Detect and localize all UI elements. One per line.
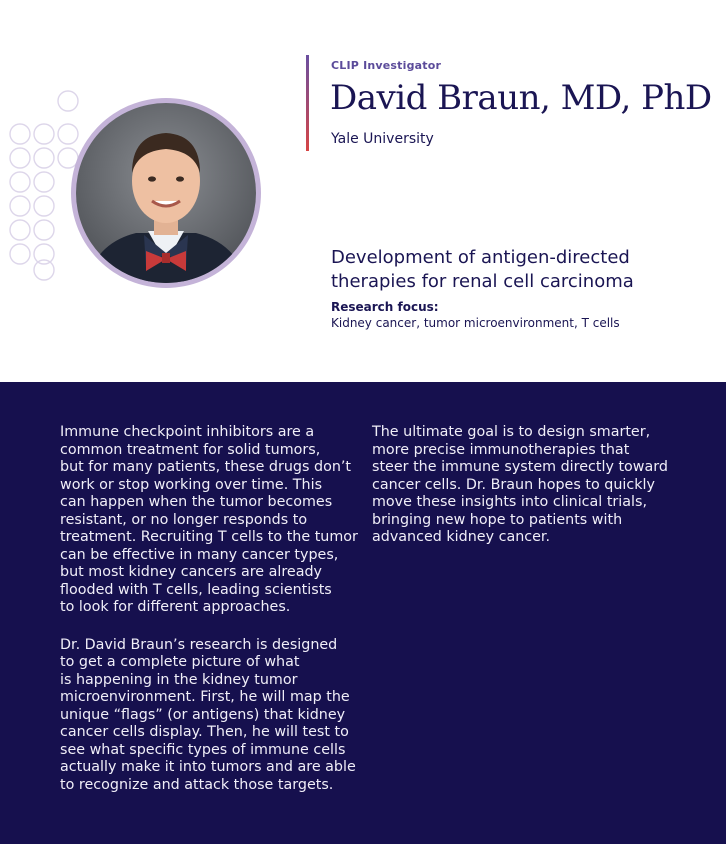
text-line: see what specific types of immune cells xyxy=(60,741,346,758)
project-title-line: Development of antigen-directed xyxy=(331,247,630,268)
text-line: steer the immune system directly toward xyxy=(372,459,668,475)
institution: Yale University xyxy=(331,131,434,147)
text-line: Dr. David Braun’s research is designed xyxy=(60,636,338,653)
investigator-role: CLIP Investigator xyxy=(331,59,442,72)
description-section xyxy=(0,382,726,844)
paragraph xyxy=(60,424,360,617)
research-focus-text: Kidney cancer, tumor microenvironment, T cells xyxy=(331,316,620,330)
text-line: but most kidney cancers are already xyxy=(60,564,323,580)
left-column xyxy=(60,424,360,814)
investigator-name: David Braun, MD, PhD xyxy=(330,78,712,118)
text-line: to get a complete picture of what xyxy=(60,654,300,670)
project-title-line: therapies for renal cell carcinoma xyxy=(331,271,634,292)
text-line: work or stop working over time. This xyxy=(60,476,323,493)
text-line: cancer cells. Dr. Braun hopes to quickly xyxy=(372,476,655,493)
text-line: flooded with T cells, leading scientists xyxy=(60,581,332,598)
research-focus-label: Research focus: xyxy=(331,300,439,314)
text-line: to look for different approaches. xyxy=(60,599,291,615)
paragraph xyxy=(372,424,672,547)
accent-bar xyxy=(306,55,309,151)
right-column xyxy=(372,424,672,567)
text-line: common treatment for solid tumors, xyxy=(60,441,321,458)
portrait-frame xyxy=(71,98,261,288)
text-line: can be effective in many cancer types, xyxy=(60,546,339,563)
text-line: to recognize and attack those targets. xyxy=(60,776,334,793)
text-line: The ultimate goal is to design smarter, xyxy=(372,424,651,440)
text-line: treatment. Recruiting T cells to the tumor xyxy=(60,529,358,545)
text-line: more precise immunotherapies that xyxy=(372,441,630,458)
text-line: actually make it into tumors and are able xyxy=(60,759,356,775)
text-line: bringing new hope to patients with xyxy=(372,511,623,528)
text-line: but for many patients, these drugs don’t xyxy=(60,459,352,475)
text-line: can happen when the tumor becomes xyxy=(60,494,333,510)
profile-header-section xyxy=(0,0,726,382)
text-line: resistant, or no longer responds to xyxy=(60,511,308,528)
text-line: microenvironment. First, he will map the xyxy=(60,689,350,705)
text-line: unique “flags” (or antigens) that kidney xyxy=(60,706,346,723)
paragraph xyxy=(60,637,360,795)
project-title xyxy=(331,246,691,294)
text-line: cancer cells display. Then, he will test to xyxy=(60,724,349,740)
text-line: Immune checkpoint inhibitors are a xyxy=(60,424,315,440)
text-line: is happening in the kidney tumor xyxy=(60,671,298,688)
text-line: advanced kidney cancer. xyxy=(372,529,551,545)
portrait-photo xyxy=(76,103,256,283)
text-line: move these insights into clinical trials, xyxy=(372,494,648,510)
